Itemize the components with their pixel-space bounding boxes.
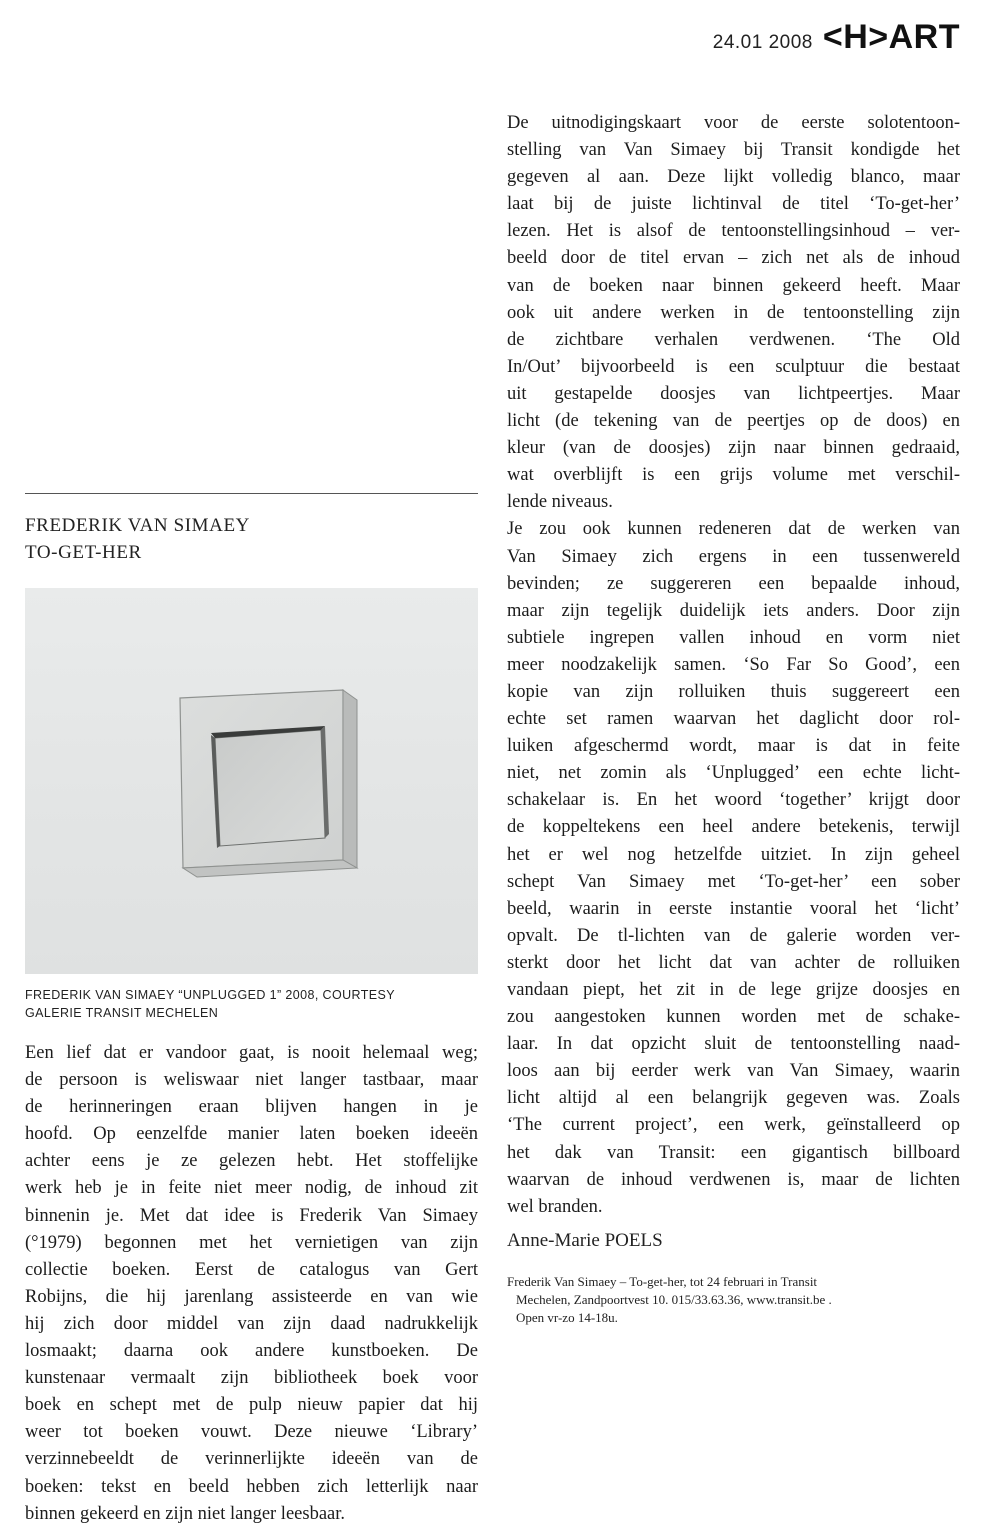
artwork-photo xyxy=(25,588,478,974)
body-line: meer noodzakelijk samen. ‘So Far So Good’, een xyxy=(507,654,960,675)
body-line: wat overblijft is een grijs volume met verschil- xyxy=(507,465,960,486)
body-line: binnen gekeerd en zijn niet langer leesbaar. xyxy=(25,1503,346,1524)
section-divider xyxy=(25,493,478,494)
body-line: wel branden. xyxy=(507,1196,603,1217)
body-line: maar zijn tegelijk duidelijk iets anders. Door zijn xyxy=(507,600,960,621)
body-line: lende niveaus. xyxy=(507,492,613,513)
body-line: schakelaar is. En het woord ‘together’ krijgt door xyxy=(507,790,960,811)
body-line: hoofd. Op eenzelfde manier laten boeken ideeën xyxy=(25,1124,478,1145)
body-line: kopie van zijn rolluiken thuis suggereert een xyxy=(507,681,960,702)
body-line: subtiele ingrepen vallen inhoud en vorm niet xyxy=(507,627,960,648)
article-body-right-column xyxy=(507,110,960,1221)
exhibition-info-line: Mechelen, Zandpoortvest 10. 015/33.63.36, www.transit.be . xyxy=(516,1292,832,1307)
body-line: van de boeken naar binnen gekeerd heeft. Maar xyxy=(507,275,960,296)
body-line: weer tot boeken vouwt. Deze nieuwe ‘Library’ xyxy=(25,1422,478,1443)
body-line: schept Van Simaey met ‘To-get-her’ een sober xyxy=(507,871,960,892)
body-line: hij zich door middel van zijn daad nadrukkelijk xyxy=(25,1313,478,1334)
body-line: binnenin je. Met dat idee is Frederik Van Simaey xyxy=(25,1205,478,1226)
exhibition-info-line: Open vr-zo 14-18u. xyxy=(516,1310,618,1325)
body-line: kleur (van de doosjes) zijn naar binnen gedraaid, xyxy=(507,438,960,459)
body-line: In/Out’ bijvoorbeeld is een sculptuur die bestaat xyxy=(507,356,960,377)
body-line: losmaakt; daarna ook andere kunstboeken. De xyxy=(25,1341,478,1362)
body-line: de persoon is weliswaar niet langer tastbaar, maar xyxy=(25,1070,478,1091)
body-line: gegeven al aan. Deze lijkt volledig blanco, maar xyxy=(507,167,960,188)
magazine-logo: <H>ART xyxy=(822,18,960,56)
body-line: Robijns, die hij jarenlang assisteerde en van wie xyxy=(25,1286,478,1307)
body-line: het dak van Transit: een gigantisch billboard xyxy=(507,1142,960,1163)
body-line: het er wel nog hetzelfde uitziet. In zijn geheel xyxy=(507,844,960,865)
light-switch-artwork-illustration xyxy=(25,588,478,974)
body-line: verzinnebeeldt de verinnerlijkte ideeën van de xyxy=(25,1449,478,1470)
body-line: beeld, waarin in eerste instantie vooral het ‘licht’ xyxy=(507,898,960,919)
title-line-exhibition: TO-GET-HER xyxy=(25,542,142,563)
body-line: lezen. Het is alsof de tentoonstellingsinhoud – ver- xyxy=(507,221,960,242)
body-line: uit gestapelde doosjes van lichtpeertjes. Maar xyxy=(507,383,960,404)
body-line: werk heb je in feite niet meer nodig, de inhoud zit xyxy=(25,1178,478,1199)
caption-line: GALERIE TRANSIT MECHELEN xyxy=(25,1006,219,1020)
body-line: sterkt door het licht dat van achter de rolluiken xyxy=(507,952,960,973)
body-line: De uitnodigingskaart voor de eerste solotentoon- xyxy=(507,113,960,133)
body-line: achter eens je ze gelezen hebt. Het stoffelijke xyxy=(25,1151,478,1172)
body-line: Van Simaey zich ergens in een tussenwereld xyxy=(507,546,960,567)
body-line: de zichtbare verhalen verdwenen. ‘The Old xyxy=(507,329,960,350)
title-line-artist: FREDERIK VAN SIMAEY xyxy=(25,515,251,536)
article-body-left-column xyxy=(25,1040,478,1528)
body-line: licht altijd al een belangrijk gegeven was. Zoals xyxy=(507,1088,960,1109)
body-line: niet, net zomin als ‘Unplugged’ een echte licht- xyxy=(507,763,960,784)
body-line: ‘The current project’, een werk, geïnstalleerd op xyxy=(507,1115,960,1136)
body-line: laar. In dat opzicht sluit de tentoonstelling naad- xyxy=(507,1034,960,1055)
body-line: (°1979) begonnen met het vernietigen van zijn xyxy=(25,1232,478,1253)
body-line: stelling van Van Simaey bij Transit kondigde het xyxy=(507,140,960,161)
body-line: de herinneringen eraan blijven hangen in je xyxy=(25,1097,478,1118)
body-line: boek en schept met de pulp nieuw papier dat hij xyxy=(25,1395,478,1416)
photo-caption xyxy=(25,986,478,1022)
caption-line: FREDERIK VAN SIMAEY “UNPLUGGED 1” 2008, COURTESY xyxy=(25,988,395,1002)
body-line: vandaan piept, het zit in de lege grijze doosjes en xyxy=(507,980,960,1000)
exhibition-info-line: Frederik Van Simaey – To-get-her, tot 24 februari in Transit xyxy=(507,1274,818,1289)
body-line: opvalt. De tl-lichten van de galerie worden ver- xyxy=(507,925,960,946)
body-line: ook uit andere werken in de tentoonstelling zijn xyxy=(507,302,960,323)
body-line: boeken: tekst en beeld hebben zich letterlijk naar xyxy=(25,1476,478,1497)
body-line: de koppeltekens een heel andere betekenis, terwijl xyxy=(507,817,960,838)
page-header xyxy=(713,18,960,57)
body-line: collectie boeken. Eerst de catalogus van Gert xyxy=(25,1259,478,1280)
exhibition-info xyxy=(507,1273,960,1327)
author-byline: Anne-Marie POELS xyxy=(507,1230,663,1251)
issue-date: 24.01 2008 xyxy=(712,32,813,53)
body-line: waarvan de inhoud verdwenen is, maar de lichten xyxy=(507,1169,960,1190)
body-line: Je zou ook kunnen redeneren dat de werken van xyxy=(507,519,960,540)
body-line: loos aan bij eerder werk van Van Simaey, waarin xyxy=(507,1061,960,1082)
body-line: echte set ramen waarvan het daglicht door rol- xyxy=(507,709,960,730)
body-line: beeld door de titel ervan – zich net als de inhoud xyxy=(507,248,960,269)
body-line: Een lief dat er vandoor gaat, is nooit helemaal weg; xyxy=(25,1043,478,1063)
body-line: luiken afgeschermd wordt, maar is dat in feite xyxy=(507,736,960,757)
body-line: kunstenaar vermaalt zijn bibliotheek boek voor xyxy=(25,1368,478,1389)
article-title xyxy=(25,512,478,566)
body-line: licht (de tekening van de peertjes op de doos) en xyxy=(507,411,960,432)
body-line: zou aangestoken kunnen worden met de schake- xyxy=(507,1007,960,1028)
body-line: bevinden; ze suggereren een bepaalde inhoud, xyxy=(507,573,960,594)
body-line: laat bij de juiste lichtinval de titel ‘To-get-her’ xyxy=(507,194,960,215)
